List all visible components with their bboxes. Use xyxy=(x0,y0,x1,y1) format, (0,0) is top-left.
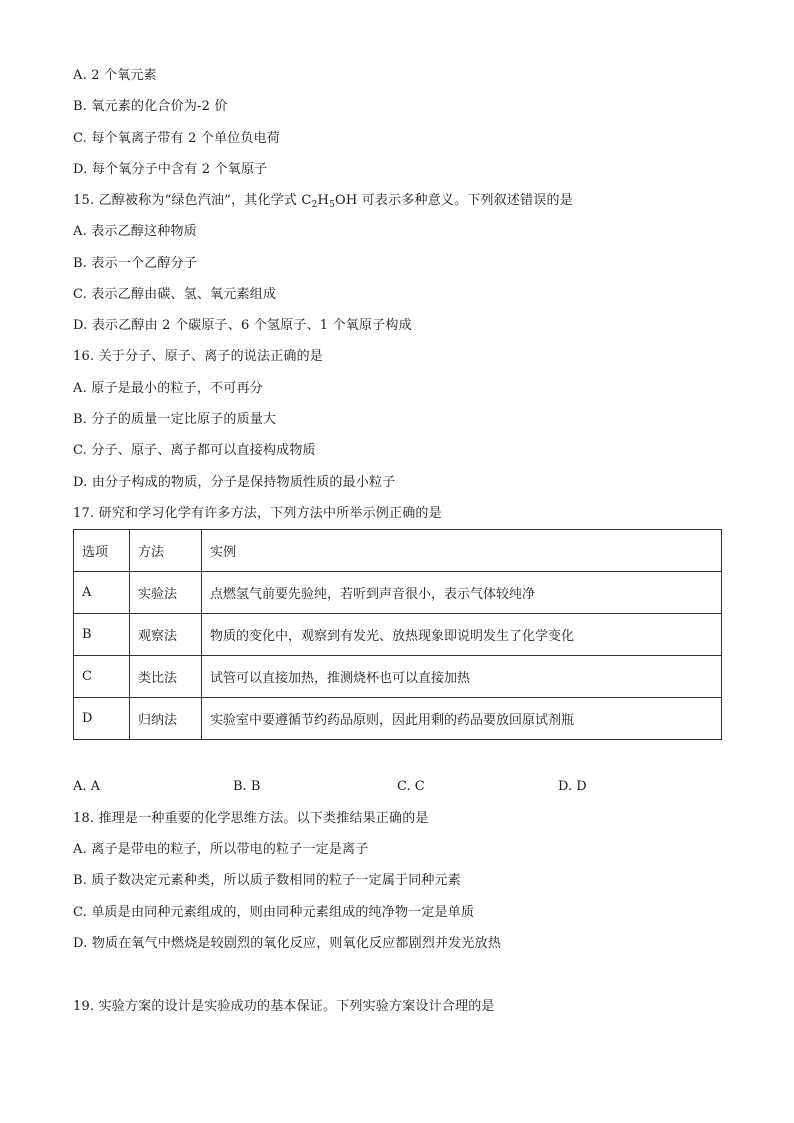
q15-stem-mid: H xyxy=(317,193,330,208)
table-cell-option: B xyxy=(74,614,130,656)
q17-answer-b: B. B xyxy=(233,779,261,794)
q18-stem: 18. 推理是一种重要的化学思维方法。以下类推结果正确的是 xyxy=(73,811,429,826)
q16-option-d: D. 由分子构成的物质，分子是保持物质性质的最小粒子 xyxy=(73,475,396,490)
q18-option-a: A. 离子是带电的粒子，所以带电的粒子一定是离子 xyxy=(73,842,369,857)
table-cell-example: 物质的变化中，观察到有发光、放热现象即说明发生了化学变化 xyxy=(202,614,722,656)
table-cell-option: A xyxy=(74,572,130,614)
q17-answer-c: C. C xyxy=(397,779,425,794)
q17-answer-a: A. A xyxy=(73,779,101,794)
q14-option-d: D. 每个氧分子中含有 2 个氧原子 xyxy=(73,162,268,177)
q14-option-a: A. 2 个氧元素 xyxy=(73,68,157,83)
table-row xyxy=(74,572,722,614)
q18-option-c: C. 单质是由同种元素组成的，则由同种元素组成的纯净物一定是单质 xyxy=(73,905,475,920)
q17-table xyxy=(73,529,722,740)
table-cell-method: 类比法 xyxy=(130,656,202,698)
q19-stem: 19. 实验方案的设计是实验成功的基本保证。下列实验方案设计合理的是 xyxy=(73,999,495,1014)
q14-option-b: B. 氧元素的化合价为-2 价 xyxy=(73,99,228,114)
q14-option-c: C. 每个氧离子带有 2 个单位负电荷 xyxy=(73,131,281,146)
table-header-row xyxy=(74,530,722,572)
q17-stem: 17. 研究和学习化学有许多方法，下列方法中所举示例正确的是 xyxy=(73,506,442,521)
table-cell-example: 实验室中要遵循节约药品原则，因此用剩的药品要放回原试剂瓶 xyxy=(202,698,722,740)
q18-option-d: D. 物质在氧气中燃烧是较剧烈的氧化反应，则氧化反应都剧烈并发光放热 xyxy=(73,936,502,951)
table-cell-option: C xyxy=(74,656,130,698)
table-cell-method: 实验法 xyxy=(130,572,202,614)
q16-option-b: B. 分子的质量一定比原子的质量大 xyxy=(73,412,277,427)
q15-stem-after: OH 可表示多种意义。下列叙述错误的是 xyxy=(335,193,573,208)
q16-option-a: A. 原子是最小的粒子，不可再分 xyxy=(73,381,263,396)
q16-option-c: C. 分子、原子、离子都可以直接构成物质 xyxy=(73,443,316,458)
table-cell-example: 试管可以直接加热，推测烧杯也可以直接加热 xyxy=(202,656,722,698)
table-cell-option: D xyxy=(74,698,130,740)
q15-option-a: A. 表示乙醇这种物质 xyxy=(73,224,197,239)
table-header-option: 选项 xyxy=(74,530,130,572)
table-row xyxy=(74,698,722,740)
q15-option-b: B. 表示一个乙醇分子 xyxy=(73,256,198,271)
q16-stem: 16. 关于分子、原子、离子的说法正确的是 xyxy=(73,349,324,364)
q15-subscript-1: 2 xyxy=(311,200,318,210)
table-row xyxy=(74,656,722,698)
q15-subscript-2: 5 xyxy=(329,200,335,210)
q15-option-d: D. 表示乙醇由 2 个碳原子、6 个氢原子、1 个氧原子构成 xyxy=(73,318,412,333)
q17-answer-d: D. D xyxy=(558,779,587,794)
table-cell-method: 归纳法 xyxy=(130,698,202,740)
q15-stem xyxy=(73,193,573,213)
q17-answer-choices xyxy=(0,779,794,795)
table-header-method: 方法 xyxy=(130,530,202,572)
q15-option-c: C. 表示乙醇由碳、氢、氧元素组成 xyxy=(73,287,277,302)
table-cell-example: 点燃氢气前要先验纯，若听到声音很小，表示气体较纯净 xyxy=(202,572,722,614)
table-header-example: 实例 xyxy=(202,530,722,572)
q18-option-b: B. 质子数决定元素种类，所以质子数相同的粒子一定属于同种元素 xyxy=(73,873,462,888)
table-cell-method: 观察法 xyxy=(130,614,202,656)
q15-stem-before: 15. 乙醇被称为“绿色汽油”，其化学式 C xyxy=(73,193,312,208)
table-row xyxy=(74,614,722,656)
